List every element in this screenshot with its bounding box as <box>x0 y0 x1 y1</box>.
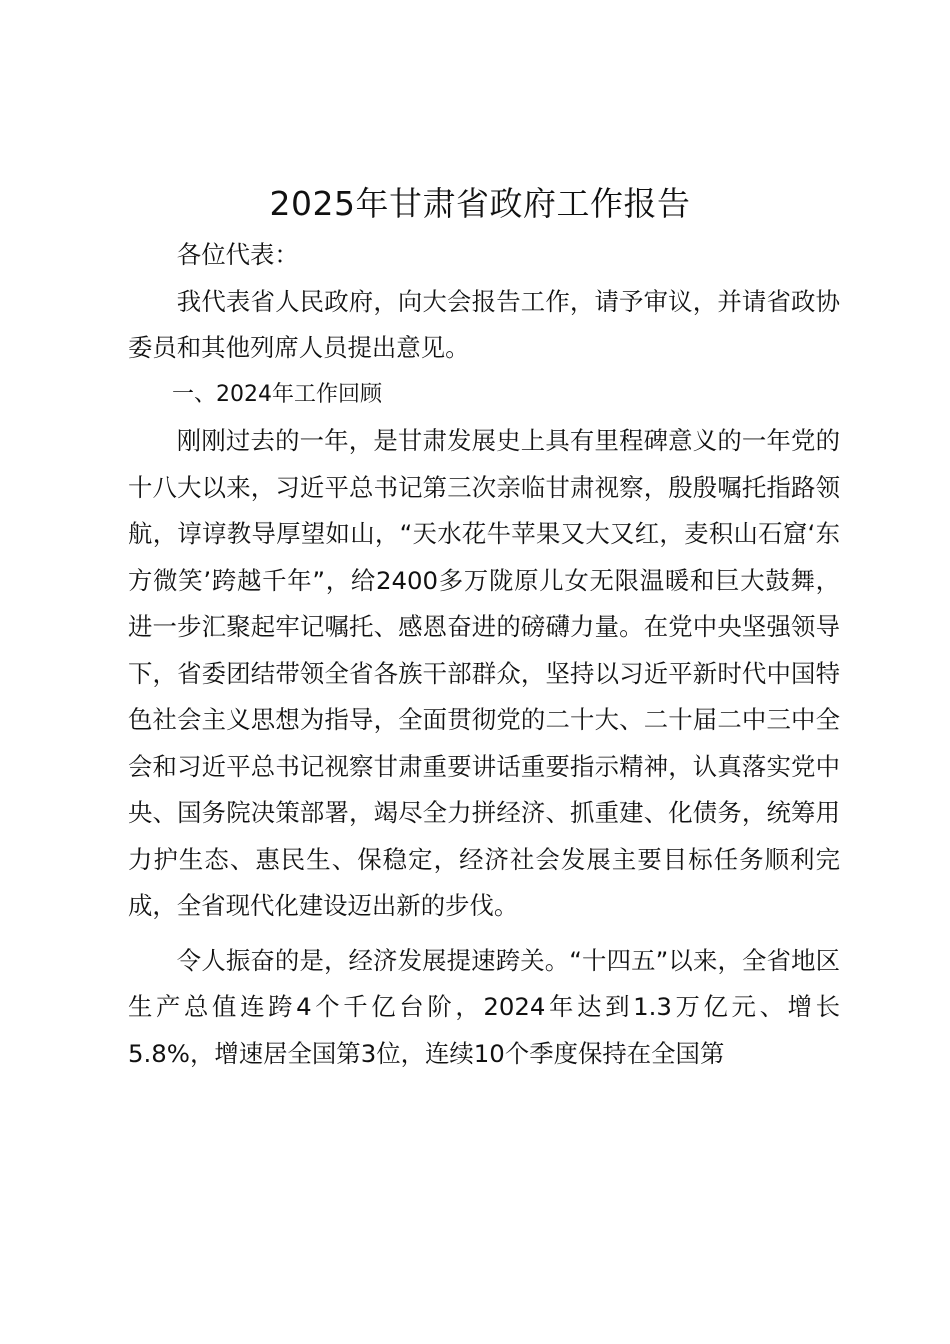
paragraph-review: 刚刚过去的一年，是甘肃发展史上具有里程碑意义的一年党的十八大以来，习近平总书记第三次亲临甘肃视察，殷殷嘱托指路领航，谆谆教导厚望如山，“天水花牛苹果又大又红，麦积山石窟‘东方微笑’跨越千年”，给2400多万陇原儿女无限温暖和巨大鼓舞，进一步汇聚起牢记嘱托、感恩奋进的磅礴力量。在党中央坚强领导下，省委团结带领全省各族干部群众，坚持以习近平新时代中国特色社会主义思想为指导，全面贯彻党的二十大、二十届二中三中全会和习近平总书记视察甘肃重要讲话重要指示精神，认真落实党中央、国务院决策部署，竭尽全力拼经济、抓重建、化债务，统筹用力护生态、惠民生、保稳定，经济社会发展主要目标任务顺利完成，全省现代化建设迈出新的步伐。 <box>128 426 840 920</box>
section-heading: 一、2024年工作回顾 <box>172 381 382 407</box>
paragraph-economy: 令人振奋的是，经济发展提速跨关。“十四五”以来，全省地区生产总值连跨4个千亿台阶，2024年达到1.3万亿元、增长5.8%，增速居全国第3位，连续10个季度保持在全国第 <box>128 945 840 1068</box>
document-title: 2025年甘肃省政府工作报告 <box>269 184 691 223</box>
salutation: 各位代表： <box>176 240 299 269</box>
paragraph-intro: 我代表省人民政府，向大会报告工作，请予审议，并请省政协委员和其他列席人员提出意见。 <box>128 286 840 362</box>
document-body <box>128 232 840 1077</box>
